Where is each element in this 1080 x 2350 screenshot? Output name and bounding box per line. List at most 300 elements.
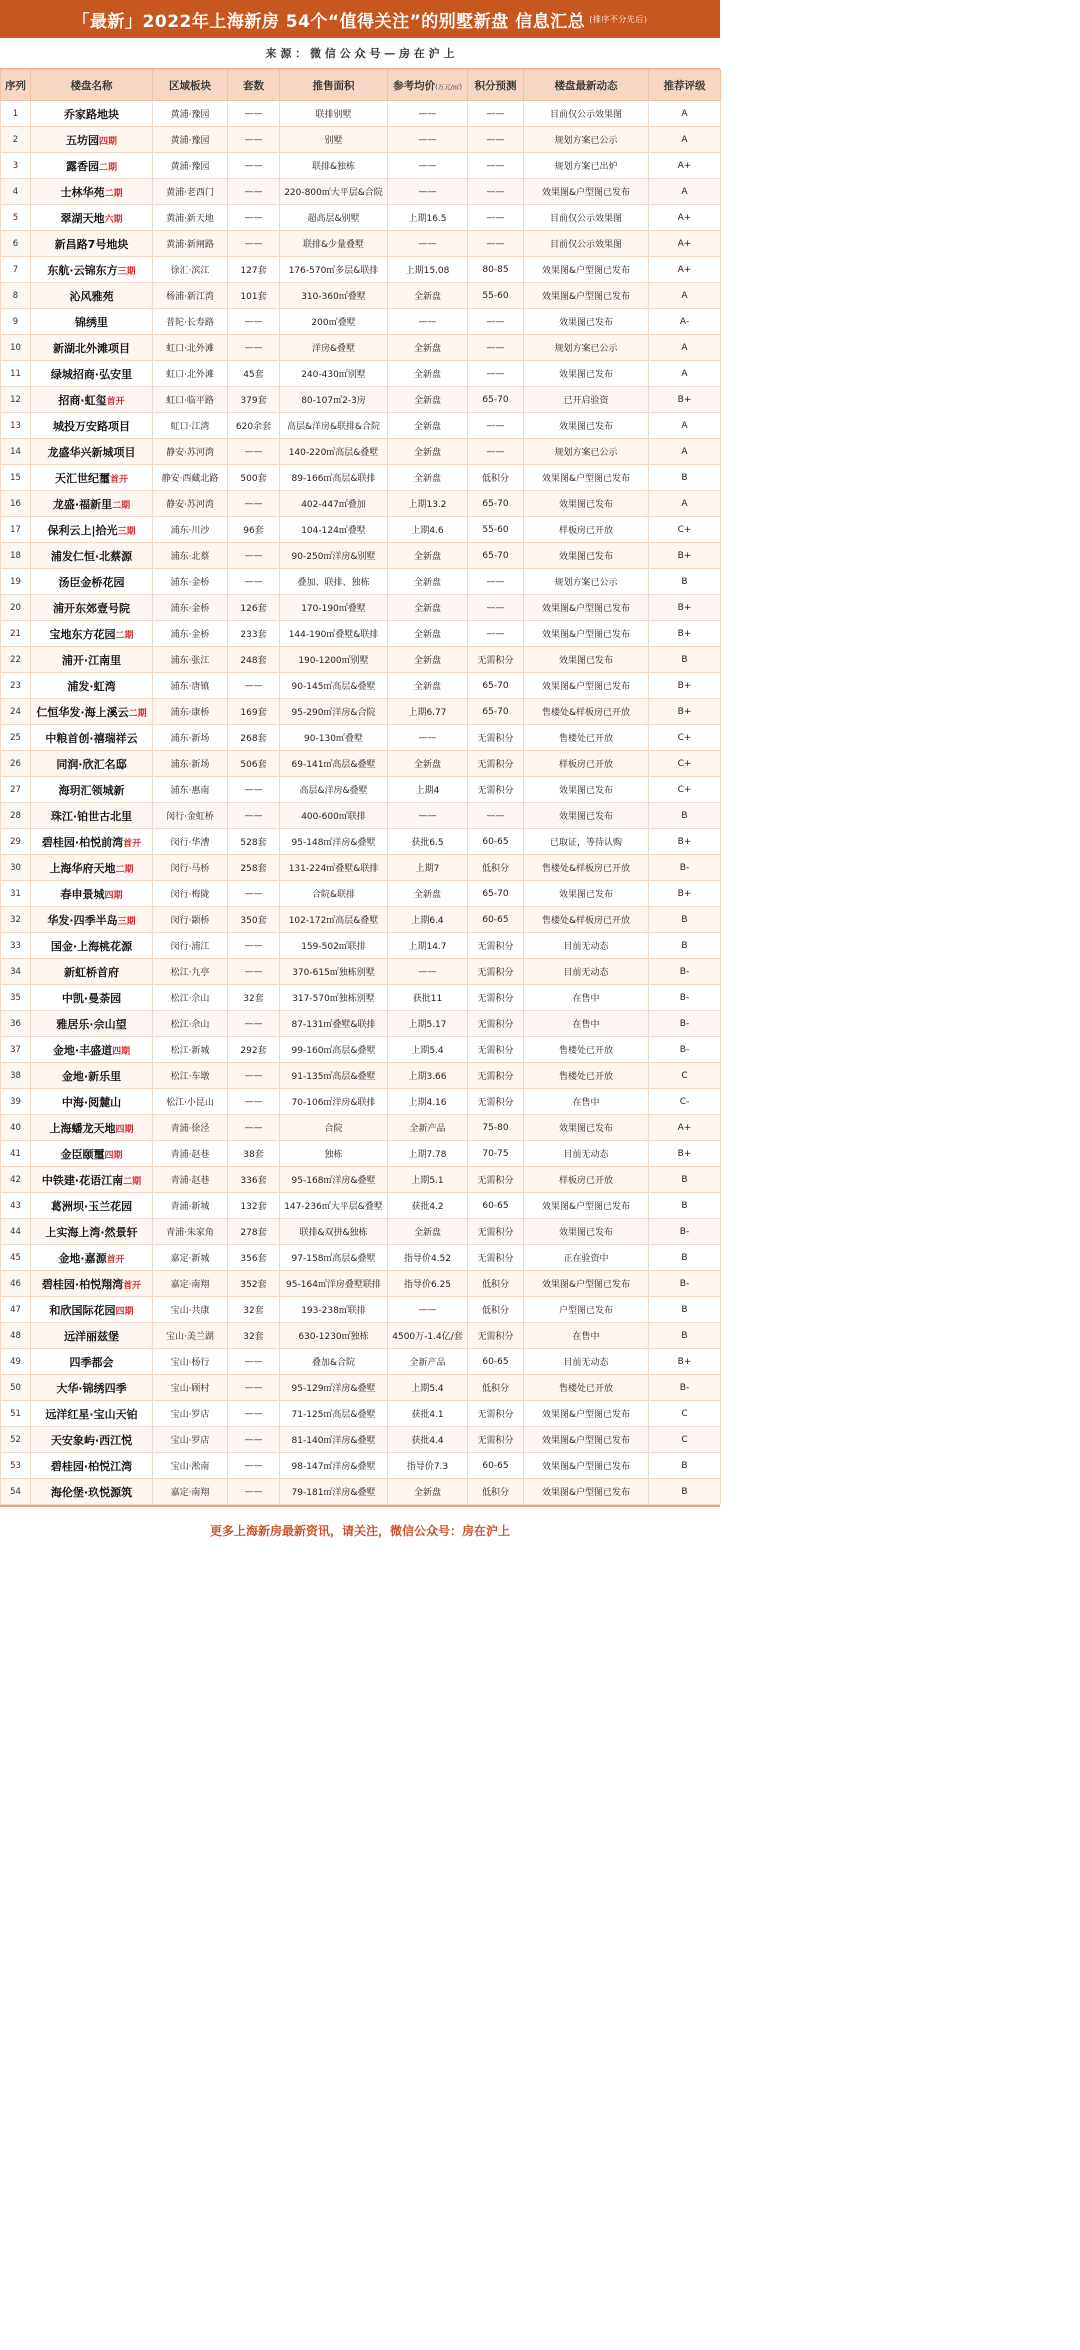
cell-score: 70-75 (468, 1141, 524, 1167)
phase-tag: 四期 (115, 1306, 134, 1317)
cell-units: 278套 (228, 1219, 280, 1245)
estate-name: 招商·虹玺 (58, 393, 107, 407)
table-row (1, 1297, 721, 1323)
cell-area: 松江·车墩 (153, 1063, 228, 1089)
cell-news: 效果图已发布 (524, 309, 649, 335)
cell-score: 无需积分 (468, 1089, 524, 1115)
cell-rating: C (649, 1427, 721, 1453)
phase-tag: 六期 (104, 214, 123, 225)
cell-size: 200㎡叠墅 (280, 309, 388, 335)
cell-size: 联排&独栋 (280, 153, 388, 179)
cell-units: —— (228, 543, 280, 569)
cell-seq: 15 (1, 465, 31, 491)
cell-seq: 8 (1, 283, 31, 309)
table-row (1, 1167, 721, 1193)
cell-news: 售楼处&样板房已开放 (524, 855, 649, 881)
cell-score: 无需积分 (468, 725, 524, 751)
phase-tag: 二期 (123, 1176, 142, 1187)
cell-units: 169套 (228, 699, 280, 725)
cell-area: 松江·佘山 (153, 1011, 228, 1037)
cell-score: 无需积分 (468, 1323, 524, 1349)
cell-score: 低积分 (468, 1297, 524, 1323)
cell-seq: 32 (1, 907, 31, 933)
cell-name (31, 751, 153, 777)
cell-rating: B+ (649, 387, 721, 413)
cell-size: 90-130㎡叠墅 (280, 725, 388, 751)
cell-news: 样板房已开放 (524, 1167, 649, 1193)
phase-tag: 首开 (106, 396, 125, 407)
cell-score: —— (468, 101, 524, 127)
cell-score: 无需积分 (468, 985, 524, 1011)
estate-name: 远洋红星·宝山天铂 (45, 1407, 138, 1421)
cell-score: 无需积分 (468, 1427, 524, 1453)
cell-size: 400-600㎡联排 (280, 803, 388, 829)
cell-units: —— (228, 1453, 280, 1479)
cell-price: 全新盘 (388, 335, 468, 361)
cell-news: 效果图已发布 (524, 413, 649, 439)
cell-news: 规划方案已公示 (524, 127, 649, 153)
cell-area: 青浦·新城 (153, 1193, 228, 1219)
col-area: 区域板块 (153, 70, 228, 101)
cell-price: 上期13.2 (388, 491, 468, 517)
cell-score: 60-65 (468, 829, 524, 855)
cell-size: 97-158㎡高层&叠墅 (280, 1245, 388, 1271)
cell-units: 32套 (228, 1323, 280, 1349)
cell-rating: C (649, 1063, 721, 1089)
cell-area: 宝山·杨行 (153, 1349, 228, 1375)
cell-size: 独栋 (280, 1141, 388, 1167)
footer-note: 更多上海新房最新资讯，请关注，微信公众号：房在沪上 (0, 1505, 720, 1553)
cell-news: 规划方案已公示 (524, 439, 649, 465)
cell-news: 目前仅公示效果图 (524, 205, 649, 231)
cell-seq: 48 (1, 1323, 31, 1349)
cell-score: 55-60 (468, 283, 524, 309)
cell-area: 浦东·川沙 (153, 517, 228, 543)
cell-price: 获批11 (388, 985, 468, 1011)
cell-size: 240-430㎡别墅 (280, 361, 388, 387)
cell-units: —— (228, 205, 280, 231)
cell-seq: 18 (1, 543, 31, 569)
cell-size: 220-800㎡大平层&合院 (280, 179, 388, 205)
cell-news: 规划方案已公示 (524, 569, 649, 595)
cell-seq: 51 (1, 1401, 31, 1427)
cell-units: —— (228, 1427, 280, 1453)
cell-seq: 41 (1, 1141, 31, 1167)
table-row (1, 751, 721, 777)
cell-name (31, 1427, 153, 1453)
cell-size: 叠加、联排、独栋 (280, 569, 388, 595)
cell-seq: 7 (1, 257, 31, 283)
cell-score: 65-70 (468, 491, 524, 517)
cell-rating: B (649, 1167, 721, 1193)
cell-price: —— (388, 179, 468, 205)
cell-area: 浦东·金桥 (153, 569, 228, 595)
cell-area: 浦东·金桥 (153, 621, 228, 647)
cell-seq: 5 (1, 205, 31, 231)
cell-units: —— (228, 309, 280, 335)
cell-seq: 4 (1, 179, 31, 205)
cell-size: 98-147㎡洋房&叠墅 (280, 1453, 388, 1479)
cell-size: 193-238㎡联排 (280, 1297, 388, 1323)
cell-area: 松江·新城 (153, 1037, 228, 1063)
cell-seq: 40 (1, 1115, 31, 1141)
cell-seq: 39 (1, 1089, 31, 1115)
cell-score: 65-70 (468, 881, 524, 907)
table-header-row (1, 70, 721, 101)
phase-tag: 二期 (98, 162, 117, 173)
cell-rating: B (649, 933, 721, 959)
table-row (1, 569, 721, 595)
cell-size: 95-129㎡洋房&叠墅 (280, 1375, 388, 1401)
cell-price: —— (388, 803, 468, 829)
cell-score: —— (468, 803, 524, 829)
cell-news: 效果图&户型图已发布 (524, 1193, 649, 1219)
table-row (1, 413, 721, 439)
estate-name: 五坊园 (65, 133, 99, 147)
table-row (1, 1479, 721, 1505)
estate-name: 雅居乐·佘山望 (56, 1017, 127, 1031)
cell-rating: B+ (649, 673, 721, 699)
cell-size: 合院&联排 (280, 881, 388, 907)
table-row (1, 543, 721, 569)
cell-price: 上期4.6 (388, 517, 468, 543)
cell-news: 规划方案已出炉 (524, 153, 649, 179)
cell-size: 402-447㎡叠加 (280, 491, 388, 517)
cell-price: 上期3.66 (388, 1063, 468, 1089)
cell-price: 全新盘 (388, 465, 468, 491)
cell-price: —— (388, 101, 468, 127)
cell-area: 浦东·金桥 (153, 595, 228, 621)
cell-seq: 6 (1, 231, 31, 257)
cell-rating: B+ (649, 543, 721, 569)
cell-rating: B- (649, 1037, 721, 1063)
estate-name: 浦发·虹湾 (67, 679, 116, 693)
cell-score: 无需积分 (468, 1401, 524, 1427)
cell-seq: 43 (1, 1193, 31, 1219)
cell-rating: B+ (649, 1349, 721, 1375)
table-row (1, 1193, 721, 1219)
cell-units: 620余套 (228, 413, 280, 439)
phase-tag: 二期 (115, 630, 134, 641)
cell-seq: 23 (1, 673, 31, 699)
cell-price: 上期5.17 (388, 1011, 468, 1037)
cell-price: 上期6.4 (388, 907, 468, 933)
cell-price: —— (388, 231, 468, 257)
cell-news: 效果图&户型图已发布 (524, 1427, 649, 1453)
cell-news: 目前仅公示效果图 (524, 231, 649, 257)
cell-news: 户型图已发布 (524, 1297, 649, 1323)
estate-name: 中海·阅麓山 (61, 1095, 122, 1109)
table-row (1, 1401, 721, 1427)
cell-area: 黄浦·豫园 (153, 153, 228, 179)
cell-score: 80-85 (468, 257, 524, 283)
table-row (1, 361, 721, 387)
cell-price: 全新盘 (388, 543, 468, 569)
cell-name (31, 881, 153, 907)
cell-news: 效果图&户型图已发布 (524, 1479, 649, 1505)
cell-seq: 52 (1, 1427, 31, 1453)
table-row (1, 1271, 721, 1297)
estate-name: 春申景城 (60, 887, 105, 901)
cell-size: 81-140㎡洋房&叠墅 (280, 1427, 388, 1453)
cell-price: 全新盘 (388, 595, 468, 621)
cell-units: —— (228, 1089, 280, 1115)
cell-seq: 1 (1, 101, 31, 127)
cell-units: 45套 (228, 361, 280, 387)
estate-name: 天安象屿·西江悦 (50, 1433, 133, 1447)
cell-rating: C+ (649, 777, 721, 803)
cell-seq: 42 (1, 1167, 31, 1193)
estate-name: 华发·四季半岛 (47, 913, 118, 927)
cell-size: 102-172㎡高层&叠墅 (280, 907, 388, 933)
cell-price: 全新盘 (388, 751, 468, 777)
estate-name: 海玥汇领城新 (58, 783, 125, 797)
cell-seq: 53 (1, 1453, 31, 1479)
cell-units: 258套 (228, 855, 280, 881)
cell-score: —— (468, 621, 524, 647)
cell-news: 样板房已开放 (524, 517, 649, 543)
cell-name (31, 439, 153, 465)
cell-size: 370-615㎡独栋别墅 (280, 959, 388, 985)
table-row (1, 933, 721, 959)
cell-area: 宝山·罗店 (153, 1401, 228, 1427)
cell-news: 效果图&户型图已发布 (524, 283, 649, 309)
cell-score: —— (468, 569, 524, 595)
table-row (1, 1063, 721, 1089)
cell-seq: 27 (1, 777, 31, 803)
cell-seq: 44 (1, 1219, 31, 1245)
cell-size: 联排&双拼&独栋 (280, 1219, 388, 1245)
cell-seq: 54 (1, 1479, 31, 1505)
cell-news: 效果图&户型图已发布 (524, 465, 649, 491)
cell-area: 宝山·罗店 (153, 1427, 228, 1453)
cell-units: 32套 (228, 1297, 280, 1323)
table-row (1, 1349, 721, 1375)
cell-name (31, 725, 153, 751)
cell-seq: 36 (1, 1011, 31, 1037)
cell-rating: B (649, 1297, 721, 1323)
cell-size: 超高层&别墅 (280, 205, 388, 231)
cell-price: 全新盘 (388, 413, 468, 439)
phase-tag: 首开 (123, 1280, 142, 1291)
cell-size: 630-1230㎡独栋 (280, 1323, 388, 1349)
table-row (1, 1089, 721, 1115)
cell-area: 浦东·惠南 (153, 777, 228, 803)
cell-price: —— (388, 153, 468, 179)
cell-news: 售楼处已开放 (524, 1063, 649, 1089)
cell-name (31, 1063, 153, 1089)
phase-tag: 二期 (115, 864, 134, 875)
cell-area: 闵行·金虹桥 (153, 803, 228, 829)
cell-price: —— (388, 725, 468, 751)
cell-seq: 20 (1, 595, 31, 621)
table-row (1, 1141, 721, 1167)
cell-score: 无需积分 (468, 647, 524, 673)
cell-name (31, 543, 153, 569)
cell-name (31, 1271, 153, 1297)
cell-area: 虹口·临平路 (153, 387, 228, 413)
cell-rating: A+ (649, 257, 721, 283)
cell-size: 99-160㎡高层&叠墅 (280, 1037, 388, 1063)
cell-area: 青浦·徐泾 (153, 1115, 228, 1141)
cell-area: 松江·九亭 (153, 959, 228, 985)
cell-units: 292套 (228, 1037, 280, 1063)
cell-rating: A+ (649, 205, 721, 231)
cell-news: 效果图已发布 (524, 1115, 649, 1141)
cell-news: 样板房已开放 (524, 751, 649, 777)
col-price-label: 参考均价 (393, 79, 436, 92)
cell-price: 全新盘 (388, 881, 468, 907)
cell-seq: 11 (1, 361, 31, 387)
cell-units: 32套 (228, 985, 280, 1011)
cell-price: 上期4 (388, 777, 468, 803)
cell-news: 效果图已发布 (524, 361, 649, 387)
cell-rating: A (649, 413, 721, 439)
cell-news: 效果图&户型图已发布 (524, 179, 649, 205)
cell-seq: 9 (1, 309, 31, 335)
cell-area: 浦东·张江 (153, 647, 228, 673)
cell-name (31, 179, 153, 205)
cell-score: 无需积分 (468, 933, 524, 959)
table-row (1, 205, 721, 231)
cell-price: —— (388, 1297, 468, 1323)
page-title: 「最新」2022年上海新房 54个“值得关注”的别墅新盘 信息汇总 (72, 11, 586, 32)
cell-name (31, 1401, 153, 1427)
cell-price: 上期6.77 (388, 699, 468, 725)
cell-units: 356套 (228, 1245, 280, 1271)
cell-score: 75-80 (468, 1115, 524, 1141)
cell-area: 浦东·新场 (153, 725, 228, 751)
estate-name: 浦开·江南里 (61, 653, 122, 667)
cell-area: 黄浦·新天地 (153, 205, 228, 231)
cell-score: —— (468, 361, 524, 387)
cell-score: 55-60 (468, 517, 524, 543)
cell-name (31, 933, 153, 959)
cell-seq: 29 (1, 829, 31, 855)
cell-name (31, 1115, 153, 1141)
phase-tag: 四期 (98, 136, 117, 147)
table-row (1, 101, 721, 127)
cell-name (31, 829, 153, 855)
cell-news: 售楼处已开放 (524, 725, 649, 751)
cell-price: 上期15.08 (388, 257, 468, 283)
table-row (1, 387, 721, 413)
cell-score: 低积分 (468, 465, 524, 491)
cell-seq: 28 (1, 803, 31, 829)
cell-news: 效果图已发布 (524, 647, 649, 673)
cell-name (31, 283, 153, 309)
table-row (1, 257, 721, 283)
page-title-bar (0, 0, 720, 38)
cell-units: —— (228, 1115, 280, 1141)
cell-score: —— (468, 335, 524, 361)
estate-name: 碧桂园·柏悦江湾 (50, 1459, 133, 1473)
cell-rating: A (649, 179, 721, 205)
cell-news: 在售中 (524, 1323, 649, 1349)
cell-score: 无需积分 (468, 1245, 524, 1271)
table-row (1, 465, 721, 491)
cell-score: —— (468, 413, 524, 439)
cell-seq: 13 (1, 413, 31, 439)
cell-rating: B+ (649, 829, 721, 855)
cell-units: —— (228, 231, 280, 257)
cell-score: 低积分 (468, 855, 524, 881)
table-row (1, 595, 721, 621)
estate-name: 碧桂园·柏悦前湾 (41, 835, 124, 849)
cell-name (31, 803, 153, 829)
cell-rating: B+ (649, 699, 721, 725)
cell-name (31, 777, 153, 803)
estate-name: 远洋丽兹堡 (64, 1329, 119, 1343)
cell-area: 静安·西藏北路 (153, 465, 228, 491)
cell-area: 青浦·赵巷 (153, 1167, 228, 1193)
cell-size: 144-190㎡叠墅&联排 (280, 621, 388, 647)
table-row (1, 1427, 721, 1453)
cell-score: 无需积分 (468, 1063, 524, 1089)
cell-score: 65-70 (468, 543, 524, 569)
cell-seq: 46 (1, 1271, 31, 1297)
table-row (1, 335, 721, 361)
cell-rating: B (649, 647, 721, 673)
cell-seq: 35 (1, 985, 31, 1011)
estate-name: 沁风雅苑 (69, 289, 114, 303)
table-row (1, 881, 721, 907)
estate-name: 金地·丰盛道 (52, 1043, 113, 1057)
estate-name: 和欣国际花园 (49, 1303, 116, 1317)
cell-area: 松江·佘山 (153, 985, 228, 1011)
estate-name: 中铁建·花语江南 (41, 1173, 124, 1187)
cell-size: 159-502㎡联排 (280, 933, 388, 959)
cell-seq: 21 (1, 621, 31, 647)
cell-area: 宝山·美兰湖 (153, 1323, 228, 1349)
estate-name: 翠湖天地 (60, 211, 105, 225)
cell-area: 黄浦·老西门 (153, 179, 228, 205)
col-name: 楼盘名称 (31, 70, 153, 101)
estate-name: 新湖北外滩项目 (53, 341, 130, 355)
estate-name: 上实海上湾·然景轩 (45, 1225, 138, 1239)
cell-size: 高层&洋房&联排&合院 (280, 413, 388, 439)
estate-name: 国金·上海桃花源 (50, 939, 133, 953)
cell-price: 指导价6.25 (388, 1271, 468, 1297)
cell-units: —— (228, 1011, 280, 1037)
cell-name (31, 361, 153, 387)
cell-price: 4500万-1.4亿/套 (388, 1323, 468, 1349)
cell-units: —— (228, 127, 280, 153)
cell-units: —— (228, 153, 280, 179)
cell-size: 87-131㎡叠墅&联排 (280, 1011, 388, 1037)
cell-name (31, 647, 153, 673)
cell-units: —— (228, 1349, 280, 1375)
cell-units: —— (228, 179, 280, 205)
cell-seq: 26 (1, 751, 31, 777)
cell-seq: 10 (1, 335, 31, 361)
cell-area: 虹口·北外滩 (153, 361, 228, 387)
cell-area: 闵行·梅陇 (153, 881, 228, 907)
cell-rating: B (649, 465, 721, 491)
cell-seq: 47 (1, 1297, 31, 1323)
cell-rating: B+ (649, 621, 721, 647)
estate-name: 士林华苑 (60, 185, 105, 199)
cell-name (31, 1167, 153, 1193)
cell-price: 上期14.7 (388, 933, 468, 959)
cell-size: 104-124㎡叠墅 (280, 517, 388, 543)
table-row (1, 127, 721, 153)
cell-rating: A (649, 101, 721, 127)
estate-name: 露香园 (65, 159, 99, 173)
phase-tag: 首开 (123, 838, 142, 849)
cell-score: 65-70 (468, 673, 524, 699)
cell-seq: 24 (1, 699, 31, 725)
